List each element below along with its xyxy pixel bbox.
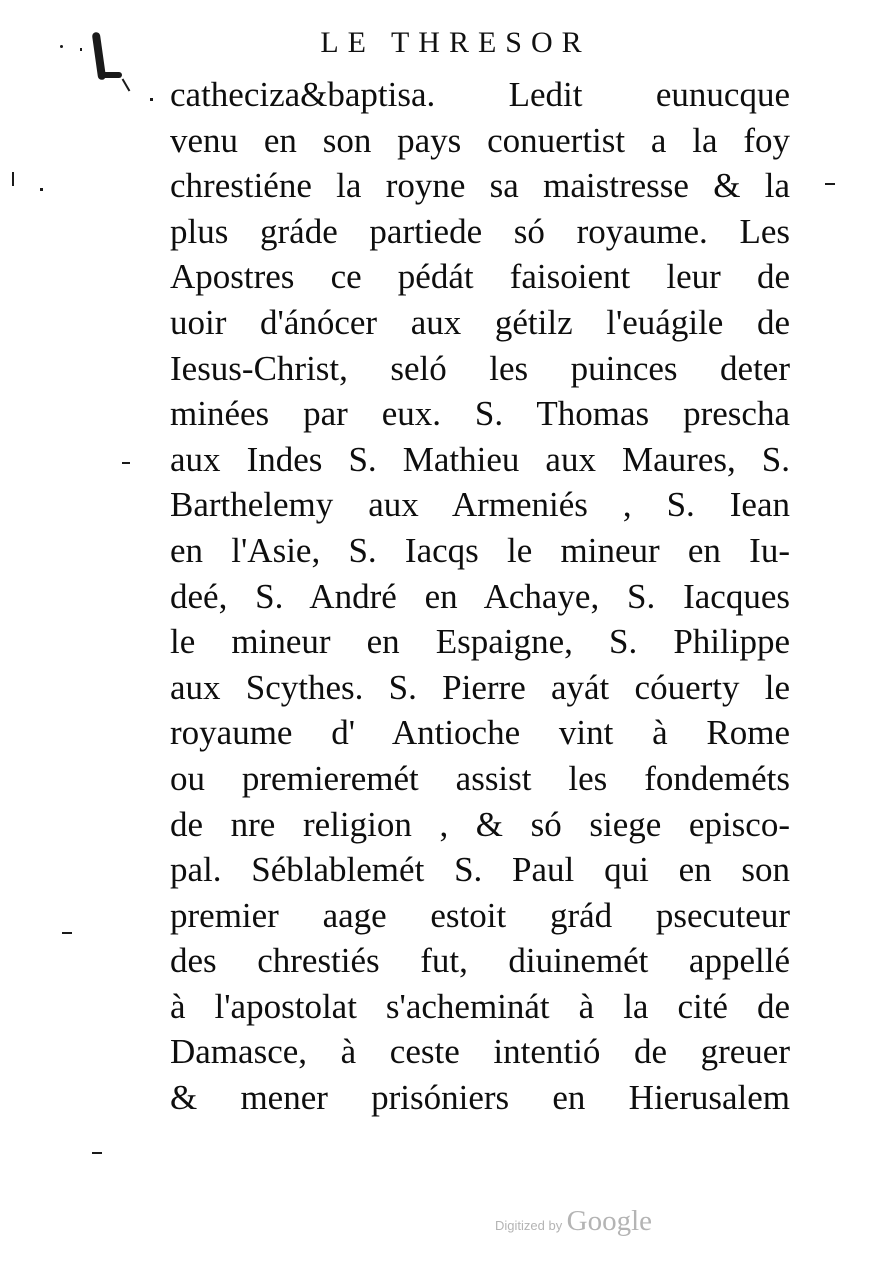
text-line: plus gráde partiede só royaume. Les	[170, 211, 790, 251]
scan-speck	[150, 98, 153, 101]
text-block	[170, 72, 790, 1121]
scan-speck	[92, 1152, 102, 1154]
text-line: aux Scythes. S. Pierre ayát cóuerty le	[170, 667, 790, 707]
text-line: premier aage estoit grád psecuteur	[170, 895, 790, 935]
watermark-prefix: Digitized by	[495, 1218, 563, 1233]
running-head: LE THRESOR	[320, 26, 591, 59]
scan-speck	[12, 172, 14, 186]
text-line: & mener prisóniers en Hierusalem	[170, 1078, 790, 1118]
text-line: en l'Asie, S. Iacqs le mineur en Iu-	[170, 530, 790, 570]
text-line: royaume d' Antioche vint à Rome	[170, 713, 790, 753]
text-line: aux Indes S. Mathieu aux Maures, S.	[170, 439, 790, 479]
text-line: le mineur en Espaigne, S. Philippe	[170, 622, 790, 662]
text-line: Damasce, à ceste intentió de greuer	[170, 1032, 790, 1072]
scan-speck	[122, 462, 130, 464]
scan-speck	[80, 48, 82, 51]
scan-speck	[122, 78, 131, 91]
text-line: chrestiéne la royne sa maistresse & la	[170, 166, 790, 206]
text-line: pal. Séblablemét S. Paul qui en son	[170, 850, 790, 890]
digitized-by-google-watermark	[495, 1205, 652, 1238]
text-line: Barthelemy aux Armeniés , S. Iean	[170, 485, 790, 525]
text-line: des chrestiés fut, diuinemét appellé	[170, 941, 790, 981]
scan-speck	[60, 45, 63, 48]
text-line: minées par eux. S. Thomas prescha	[170, 394, 790, 434]
text-line: Apostres ce pédát faisoient leur de	[170, 257, 790, 297]
text-line: venu en son pays conuertist a la foy	[170, 120, 790, 160]
scan-speck	[100, 72, 122, 78]
text-line: uoir d'ánócer aux gétilz l'euágile de	[170, 302, 790, 342]
scan-speck	[40, 188, 43, 191]
text-line: catheciza&baptisa. Ledit eunucque	[170, 75, 790, 114]
text-line: Iesus-Christ, seló les puinces deter	[170, 348, 790, 388]
google-logo: Google	[566, 1205, 653, 1237]
text-line: deé, S. André en Achaye, S. Iacques	[170, 576, 790, 616]
scan-speck	[62, 932, 72, 934]
text-line: ou premieremét assist les fondeméts	[170, 758, 790, 798]
scan-speck	[825, 183, 835, 185]
text-line: de nre religion , & só siege episco-	[170, 804, 790, 844]
text-line: à l'apostolat s'acheminát à la cité de	[170, 986, 790, 1026]
